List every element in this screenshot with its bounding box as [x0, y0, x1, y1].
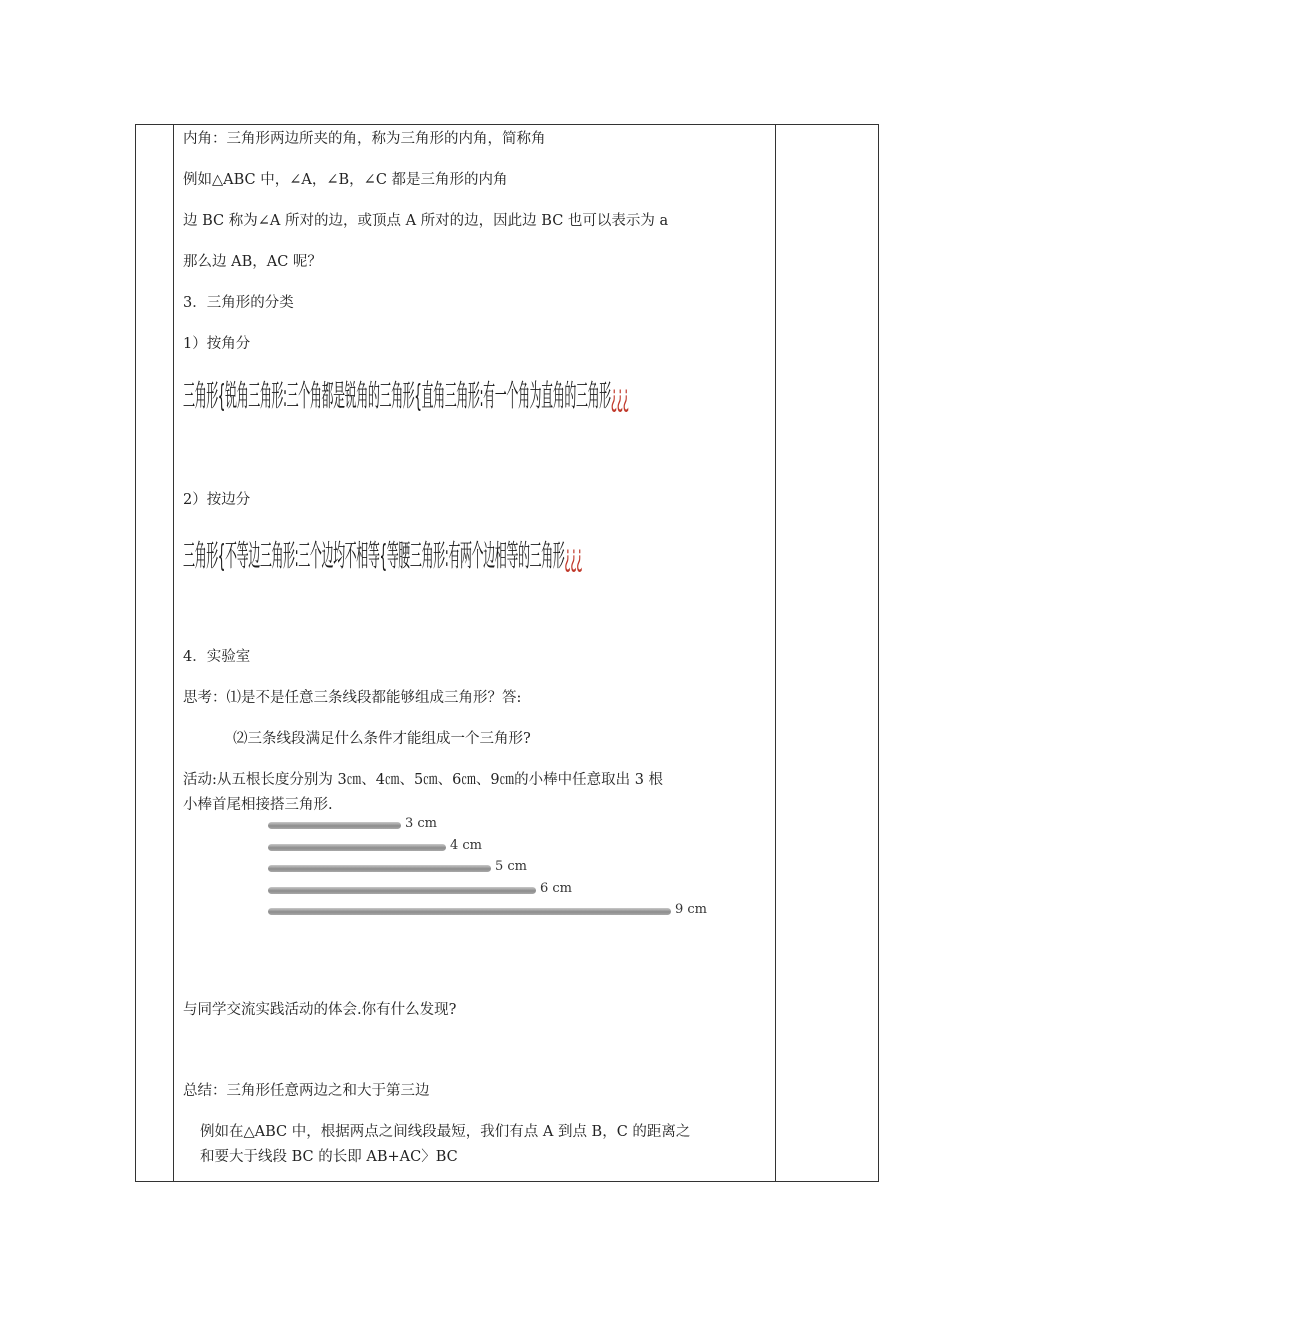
stick-label-9cm: 9 cm	[675, 902, 708, 917]
interior-angle-example: 例如△ABC 中，∠A，∠B，∠C 都是三角形的内角	[183, 172, 508, 188]
stick-9cm	[268, 908, 671, 915]
right-column-divider	[775, 125, 776, 1181]
stick-6cm	[268, 887, 536, 894]
example-text-line2: 和要大于线段 BC 的长即 AB+AC〉BC	[200, 1149, 458, 1165]
sticks-figure	[268, 818, 738, 928]
by-angle-heading: 1）按角分	[183, 336, 251, 352]
stick-label-6cm: 6 cm	[540, 880, 573, 896]
by-side-heading: 2）按边分	[183, 492, 251, 508]
think-question-2: ⑵三条线段满足什么条件才能组成一个三角形?	[233, 731, 531, 747]
activity-text-line1: 活动:从五根长度分别为 3㎝、4㎝、5㎝、6㎝、9㎝的小棒中任意取出 3 根	[183, 772, 664, 788]
summary-text: 总结：三角形任意两边之和大于第三边	[183, 1083, 430, 1099]
stick-3cm	[268, 822, 401, 829]
by-angle-tail: ¿¿¿	[610, 379, 629, 414]
stick-label-4cm: 4 cm	[450, 837, 483, 853]
opposite-side-text: 边 BC 称为∠A 所对的边，或顶点 A 所对的边，因此边 BC 也可以表示为 a	[183, 213, 669, 229]
question-text: 那么边 AB，AC 呢？	[183, 254, 322, 270]
by-angle-classification	[183, 376, 629, 418]
lab-heading: 4．实验室	[183, 649, 251, 665]
discussion-text: 与同学交流实践活动的体会.你有什么发现?	[183, 1002, 457, 1018]
by-angle-text: 三角形{锐角三角形:三个角都是锐角的三角形{直角三角形:有一个角为直角的三角形	[183, 379, 611, 414]
by-side-classification	[183, 536, 583, 578]
left-column-divider	[173, 125, 174, 1181]
stick-4cm	[268, 844, 446, 851]
by-side-tail: ¿¿¿	[564, 539, 583, 574]
section-classification-heading: 3．三角形的分类	[183, 295, 294, 311]
by-side-text: 三角形{不等边三角形:三个边均不相等{等腰三角形:有两个边相等的三角形	[183, 539, 565, 574]
think-question-1: 思考：⑴是不是任意三条线段都能够组成三角形？答:	[183, 690, 522, 706]
example-text-line1: 例如在△ABC 中，根据两点之间线段最短，我们有点 A 到点 B，C 的距离之	[200, 1124, 691, 1140]
activity-text-line2: 小棒首尾相接搭三角形.	[183, 797, 333, 813]
stick-5cm	[268, 865, 491, 872]
stick-label-5cm: 5 cm	[495, 859, 528, 874]
stick-label-3cm: 3 cm	[405, 816, 438, 831]
interior-angle-definition: 内角：三角形两边所夹的角，称为三角形的内角，简称角	[183, 131, 546, 147]
